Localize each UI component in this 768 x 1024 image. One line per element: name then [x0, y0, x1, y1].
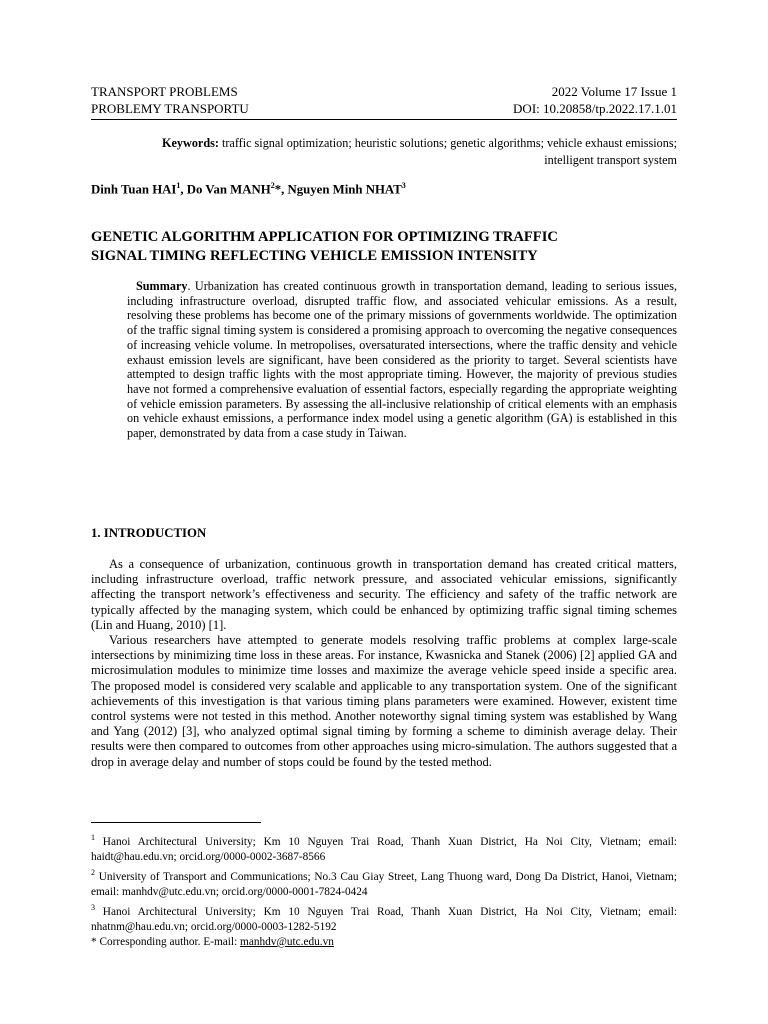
footnote-number: 2 — [91, 867, 95, 877]
paragraph: Various researchers have attempted to generate models resolving traffic problems at complex large-scale intersections by minimizing time loss in these areas. For instance, Kwasnicka and Stanek (2006) [2] applied GA and microsimulation modules to minimize time losses and maximize the average vehicle speed inside a specific area. The proposed model is considered very scalable and applicable to any transportation system. One of the significant achievements of this investigation is that various timing plans parameters were examined. However, existent time control systems were not tested in this method. Another noteworthy signal timing system was established by Wang and Yang (2012) [3], who analyzed optimal signal timing by forming a scheme to diminish average delay. Their results were then compared to outcomes from other approaches using micro-simulation. The authors suggested that a drop in average delay and number of stops could be found by the tested method. — [91, 633, 677, 769]
keywords-text: traffic signal optimization; heuristic solutions; genetic algorithms; vehicle exhaust emissions; intelligent transport system — [218, 136, 677, 167]
footnote-number: 1 — [91, 833, 95, 842]
author-list — [91, 181, 677, 197]
paper-title: GENETIC ALGORITHM APPLICATION FOR OPTIMIZING TRAFFIC SIGNAL TIMING REFLECTING VEHICLE EMISSION INTENSITY — [91, 229, 558, 264]
corresponding-author — [91, 935, 677, 950]
abstract-text: . Urbanization has created continuous growth in transportation demand, leading to serious issues, including infrastructure overload, disrupted traffic flow, and associated vehicular emissions. As a result, resolving these problems has become one of the primary missions of governments worldwide. The optimization of the traffic signal timing system is considered a promising approach to overcoming the negative consequences of increasing vehicle volume. In metropolises, oversaturated intersections, where the traffic density and vehicle exhaust emission levels are significant, have been considered as the priority to target. Several scientists have attempted to design traffic lights with the most appropriate timing. However, the majority of previous studies have not formed a comprehensive evaluation of essential factors, especially regarding the appropriate weighting of vehicle emission parameters. By assessing the all-inclusive relationship of critical elements with an emphasis on vehicle exhaust emissions, a performance index model using a genetic algorithm (GA) is established in this paper, demonstrated by data from a case study in Taiwan. — [127, 279, 677, 441]
footnote — [91, 865, 677, 900]
footnote-text: University of Transport and Communications; No.3 Cau Giay Street, Lang Thuong ward, Dong Da District, Hanoi, Vietnam; email: manhdv@utc.edu.vn; orcid.org/0000-0001-7824-0424 — [91, 870, 677, 898]
author-name: Do Van MANH — [186, 182, 271, 197]
author-affiliation-mark: 3 — [401, 181, 406, 190]
running-header-top — [91, 84, 677, 100]
footnote-number: 3 — [91, 902, 95, 912]
footnote — [91, 900, 677, 935]
abstract-label: Summary — [136, 279, 188, 293]
running-header-bottom — [91, 101, 677, 120]
author-separator: , — [180, 182, 187, 197]
abstract — [127, 279, 677, 441]
footnote-divider — [91, 822, 261, 823]
section-heading: 1. INTRODUCTION — [91, 526, 207, 540]
corresponding-email-link[interactable]: manhdv@utc.edu.vn — [240, 935, 334, 948]
journal-name: TRANSPORT PROBLEMS — [91, 84, 238, 99]
footnotes — [91, 830, 677, 950]
paragraph: As a consequence of urbanization, continuous growth in transportation demand has created critical matters, including infrastructure overload, traffic network pressure, and associated vehicular emissions, significantly affecting the transport network’s effectiveness and security. The efficiency and safety of the traffic network are typically affected by the managing system, which could be enhanced by optimizing traffic signal timing schemes (Lin and Huang, 2010) [1]. — [91, 557, 677, 632]
corresponding-author-label: * Corresponding author. E-mail: — [91, 935, 241, 948]
author-affiliation-mark: 1 — [176, 181, 181, 190]
footnote — [91, 830, 677, 865]
footnote-text: Hanoi Architectural University; Km 10 Nguyen Trai Road, Thanh Xuan District, Ha Noi City, Vietnam; email: haidt@hau.edu.vn; orcid.org/0000-0002-3687-8566 — [91, 835, 677, 863]
keywords-label: Keywords: — [162, 136, 219, 150]
author-affiliation-mark: 2 — [270, 181, 275, 190]
keywords — [120, 135, 677, 169]
doi: DOI: 10.20858/tp.2022.17.1.01 — [513, 101, 677, 116]
journal-name-polish: PROBLEMY TRANSPORTU — [91, 101, 249, 116]
section-body — [91, 557, 677, 770]
author-separator: *, — [274, 182, 288, 197]
author-name: Nguyen Minh NHAT — [287, 182, 402, 197]
volume-issue: 2022 Volume 17 Issue 1 — [551, 84, 677, 99]
footnote-text: Hanoi Architectural University; Km 10 Nguyen Trai Road, Thanh Xuan District, Ha Noi City, Vietnam; email: nhatnm@hau.edu.vn; orcid.org/0000-0003-1282-5192 — [91, 905, 677, 933]
author-name: Dinh Tuan HAI — [91, 182, 177, 197]
